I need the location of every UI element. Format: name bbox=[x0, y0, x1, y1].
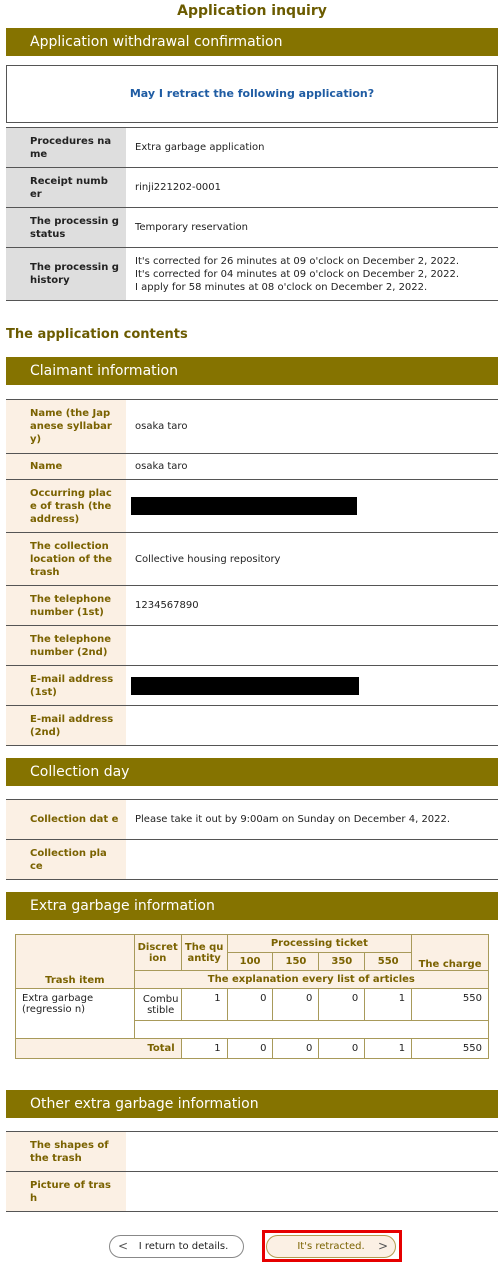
discretion-header: Discret ion bbox=[134, 935, 181, 971]
trash-address-label: Occurring plac e of trash (the address) bbox=[6, 480, 126, 533]
collection-date-value: Please take it out by 9:00am on Sunday on December 4, 2022. bbox=[135, 814, 451, 825]
trash-picture-label: Picture of tras h bbox=[6, 1172, 126, 1212]
return-button-label: I return to details. bbox=[138, 1241, 229, 1252]
history-line: It's corrected for 04 minutes at 09 o'clock on December 2, 2022. bbox=[135, 268, 460, 280]
redacted-email bbox=[131, 677, 359, 695]
claimant-row bbox=[6, 454, 498, 480]
processing-ticket-header: Processing ticket bbox=[227, 935, 412, 953]
name-kana-label: Name (the Jap anese syllabar y) bbox=[6, 400, 126, 454]
history-line: I apply for 58 minutes at 08 o'clock on December 2, 2022. bbox=[135, 281, 428, 293]
claimant-table bbox=[6, 399, 498, 746]
telephone-1-label: The telephone number (1st) bbox=[6, 586, 126, 626]
name-value: osaka taro bbox=[135, 461, 188, 472]
claimant-row bbox=[6, 586, 498, 626]
other-garbage-section-header: Other extra garbage information bbox=[6, 1090, 498, 1118]
ticket-350-cell: 0 bbox=[319, 989, 365, 1021]
chevron-right-icon: > bbox=[377, 1239, 388, 1253]
trash-address-value bbox=[126, 480, 498, 533]
receipt-number-label: Receipt numb er bbox=[6, 168, 126, 208]
ticket-150-cell: 0 bbox=[273, 989, 319, 1021]
claimant-row bbox=[6, 706, 498, 746]
collection-location-value: Collective housing repository bbox=[135, 553, 281, 565]
charge-cell: 550 bbox=[412, 989, 489, 1021]
total-label: Total bbox=[16, 1039, 182, 1059]
telephone-2-label: The telephone number (2nd) bbox=[6, 626, 126, 666]
other-row bbox=[6, 1132, 498, 1172]
page-title: Application inquiry bbox=[177, 3, 327, 19]
collection-row bbox=[6, 800, 498, 840]
discretion-cell: Combu stible bbox=[134, 989, 181, 1021]
name-label: Name bbox=[6, 454, 126, 480]
explanation-header: The explanation every list of articles bbox=[134, 971, 488, 989]
email-1-label: E-mail address (1st) bbox=[6, 666, 126, 706]
confirmation-question: May I retract the following application? bbox=[6, 65, 498, 123]
trash-shape-value bbox=[126, 1132, 498, 1172]
trash-item-cell: Extra garbage (regressio n) bbox=[16, 989, 135, 1039]
collection-location-label: The collection location of the trash bbox=[6, 533, 126, 586]
ticket-100-header: 100 bbox=[227, 953, 273, 971]
claimant-row bbox=[6, 666, 498, 706]
ticket-100-cell: 0 bbox=[227, 989, 273, 1021]
retract-button-label: It's retracted. bbox=[297, 1241, 365, 1252]
claimant-row bbox=[6, 400, 498, 454]
collection-place-value bbox=[126, 840, 498, 880]
collection-day-section-header: Collection day bbox=[6, 758, 498, 786]
email-1-value bbox=[126, 666, 498, 706]
trash-item-header: Trash item bbox=[16, 935, 135, 989]
table-row bbox=[16, 989, 489, 1021]
processing-history-label: The processin g history bbox=[6, 248, 126, 301]
procedure-name-label: Procedures na me bbox=[6, 128, 126, 168]
total-ticket-150: 0 bbox=[273, 1039, 319, 1059]
ticket-550-cell: 1 bbox=[365, 989, 412, 1021]
total-ticket-100: 0 bbox=[227, 1039, 273, 1059]
total-ticket-550: 1 bbox=[365, 1039, 412, 1059]
telephone-2-value bbox=[126, 626, 498, 666]
claimant-row bbox=[6, 480, 498, 533]
telephone-1-value: 1234567890 bbox=[135, 600, 199, 611]
extra-garbage-table bbox=[15, 934, 489, 1059]
procedure-table bbox=[6, 127, 498, 301]
application-contents-heading: The application contents bbox=[6, 327, 188, 342]
quantity-cell: 1 bbox=[181, 989, 227, 1021]
withdrawal-section-header: Application withdrawal confirmation bbox=[6, 28, 498, 56]
total-quantity: 1 bbox=[181, 1039, 227, 1059]
receipt-number-value: rinji221202-0001 bbox=[135, 182, 222, 193]
procedure-name-value: Extra garbage application bbox=[135, 142, 265, 153]
email-2-value bbox=[126, 706, 498, 746]
ticket-150-header: 150 bbox=[273, 953, 319, 971]
total-row bbox=[16, 1039, 489, 1059]
total-charge: 550 bbox=[412, 1039, 489, 1059]
collection-row bbox=[6, 840, 498, 880]
explanation-cell bbox=[134, 1021, 488, 1039]
processing-history-value bbox=[126, 248, 498, 301]
retract-button-highlight bbox=[262, 1230, 402, 1262]
history-line: It's corrected for 26 minutes at 09 o'clock on December 2, 2022. bbox=[135, 255, 460, 267]
claimant-section-header: Claimant information bbox=[6, 357, 498, 385]
other-row bbox=[6, 1172, 498, 1212]
name-kana-value: osaka taro bbox=[135, 421, 188, 432]
trash-shape-label: The shapes of the trash bbox=[6, 1132, 126, 1172]
charge-header: The charge bbox=[412, 935, 489, 971]
processing-status-value: Temporary reservation bbox=[135, 222, 248, 233]
quantity-header: The qu antity bbox=[181, 935, 227, 971]
ticket-550-header: 550 bbox=[365, 953, 412, 971]
procedure-row bbox=[6, 208, 498, 248]
collection-table bbox=[6, 799, 498, 880]
processing-status-label: The processin g status bbox=[6, 208, 126, 248]
extra-garbage-section-header: Extra garbage information bbox=[6, 892, 498, 920]
claimant-row bbox=[6, 533, 498, 586]
return-to-details-button[interactable] bbox=[109, 1235, 244, 1258]
collection-place-label: Collection pla ce bbox=[6, 840, 126, 880]
procedure-row bbox=[6, 248, 498, 301]
total-ticket-350: 0 bbox=[319, 1039, 365, 1059]
procedure-row bbox=[6, 168, 498, 208]
trash-picture-value bbox=[126, 1172, 498, 1212]
collection-date-label: Collection dat e bbox=[6, 800, 126, 840]
other-garbage-table bbox=[6, 1131, 498, 1212]
claimant-row bbox=[6, 626, 498, 666]
ticket-350-header: 350 bbox=[319, 953, 365, 971]
email-2-label: E-mail address (2nd) bbox=[6, 706, 126, 746]
chevron-left-icon: < bbox=[118, 1239, 129, 1253]
procedure-row bbox=[6, 128, 498, 168]
redacted-address bbox=[131, 497, 357, 515]
